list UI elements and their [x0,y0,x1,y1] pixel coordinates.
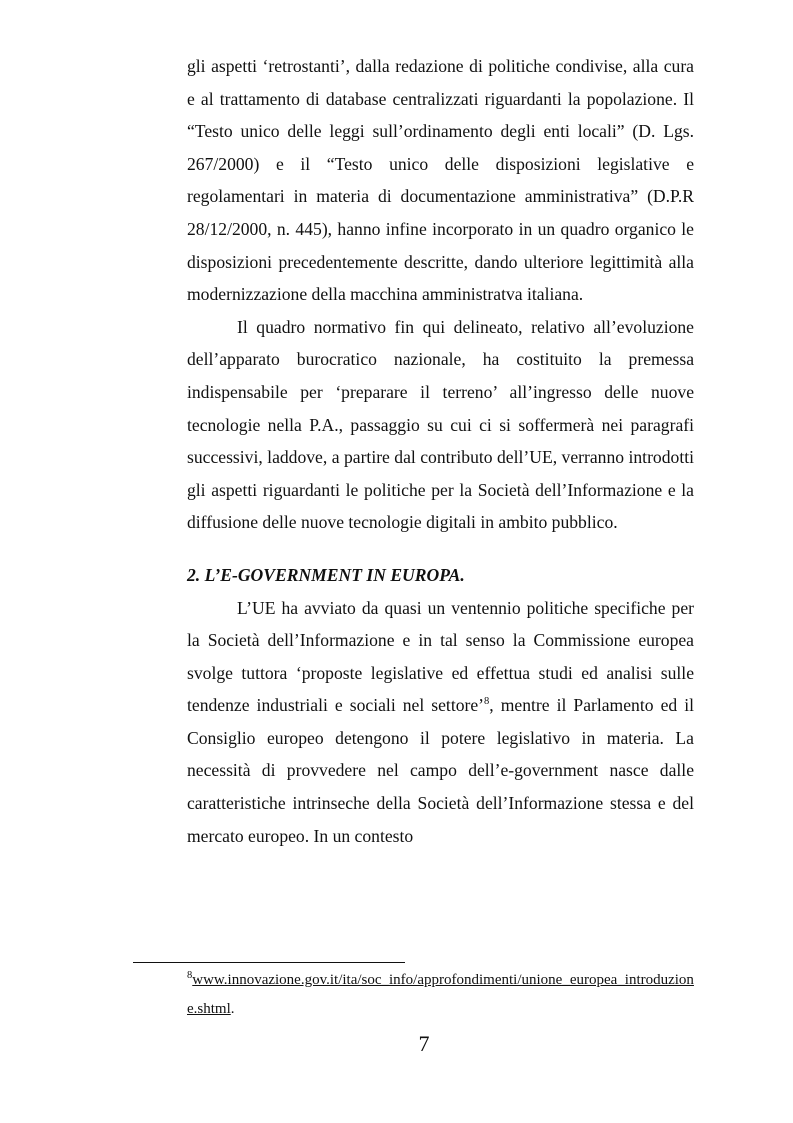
paragraph-1: gli aspetti ‘retrostanti’, dalla redazione di politiche condivise, alla cura e al trattamento di database centralizzati riguardanti la popolazione. Il “Testo unico delle leggi sull’ordinamento degli enti locali” (D. Lgs. 267/2000) e il “Testo unico delle disposizioni legislative e regolamentari in materia di documentazione amministrativa” (D.P.R 28/12/2000, n. 445), hanno infine incorporato in un quadro organico le disposizioni precedentemente descritte, dando ulteriore legittimità alla modernizzazione della macchina amministratva italiana. [187,56,694,305]
footnote-divider [133,962,405,963]
paragraph-3-text-b: , mentre il Parlamento ed il Consiglio europeo detengono il potere legislativo in materia. La necessità di provvedere nel campo dell’e-government nasce dalle caratteristiche intrinseche della Società dell’Informazione stessa e del mercato europeo. In un contesto [187,695,694,846]
body-text [187,50,694,852]
section-heading: 2. L’E-GOVERNMENT IN EUROPA. [187,564,465,585]
page-number: 7 [418,1031,430,1056]
paragraph-3 [187,592,694,853]
footnote-link[interactable]: www.innovazione.gov.it/ita/soc_info/approfondimenti/unione_europea_introduzione.shtml [187,972,694,1017]
footnote [187,966,694,1024]
footnote-trailing: . [230,1001,235,1017]
paragraph-3-text-a: L’UE ha avviato da quasi un ventennio politiche specifiche per la Società dell’Informazione e in tal senso la Commissione europea svolge tuttora ‘proposte legislative ed effettua studi ed analisi sulle tendenze industriali e sociali nel settore’ [187,597,694,716]
paragraph-2: Il quadro normativo fin qui delineato, relativo all’evoluzione dell’apparato burocratico nazionale, ha costituito la premessa indispensabile per ‘preparare il terreno’ all’ingresso delle nuove tecnologie nella P.A., passaggio su cui ci si soffermerà nei paragrafi successivi, laddove, a partire dal contributo dell’UE, verranno introdotti gli aspetti riguardanti le politiche per la Società dell’Informazione e la diffusione delle nuove tecnologie digitali in ambito pubblico. [187,316,694,533]
footnote-number: 8 [187,970,193,981]
footnote-reference[interactable]: 8 [484,696,490,708]
